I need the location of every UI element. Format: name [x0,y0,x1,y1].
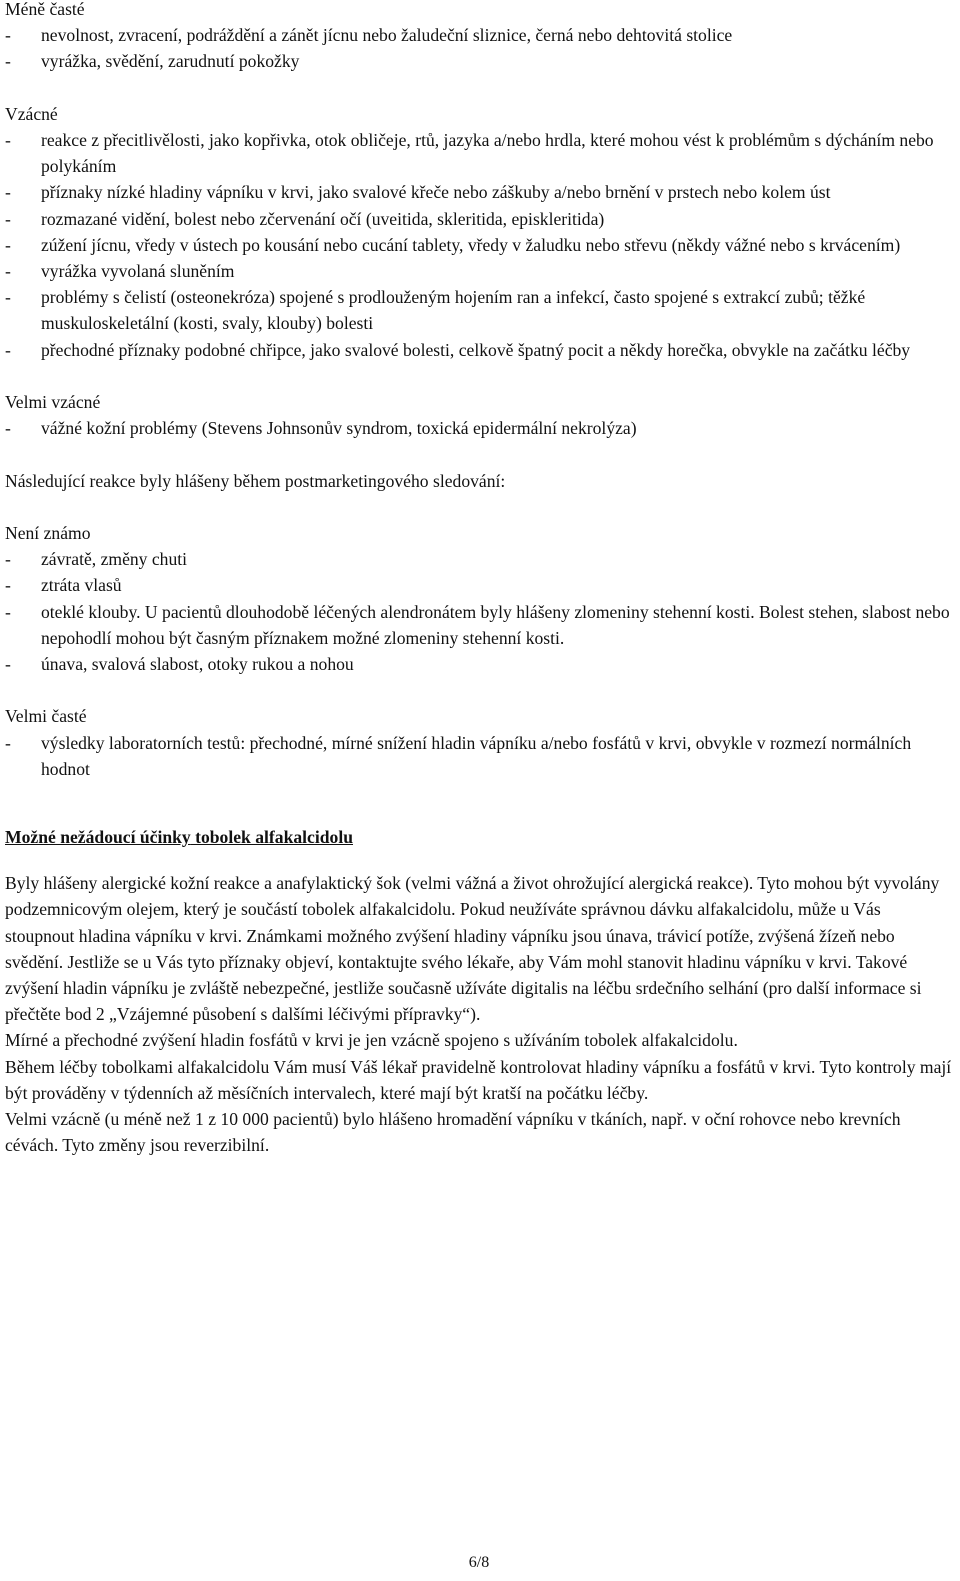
list-item: - nevolnost, zvracení, podráždění a zánět jícnu nebo žaludeční sliznice, černá nebo dehtovitá stolice [5,25,733,46]
postmarketing-text: Následující reakce byly hlášeny během postmarketingového sledování: [5,470,506,491]
item-list [5,127,953,363]
list-item: - ztráta vlasů [5,575,122,596]
list-item: - příznaky nízké hladiny vápníku v krvi, jako svalové křeče nebo záškuby a/nebo brnění v prstech nebo kolem úst [5,182,831,203]
document-page [5,0,953,1158]
list-item: - výsledky laboratorních testů: přechodné, mírné snížení hladin vápníku a/nebo fosfátů v krvi, obvykle v rozmezí normálních hodnot [5,732,912,779]
paragraph: Během léčby tobolkami alfakalcidolu Vám musí Váš lékař pravidelně kontrolovat hladiny vápníku a fosfátů v krvi. Tyto kontroly mají být prováděny v týdenních až měsíčních intervalech, které mají být kratší na počátku léčby. [5,1056,952,1103]
list-item: - vážné kožní problémy (Stevens Johnsonův syndrom, toxická epidermální nekrolýza) [5,418,637,439]
paragraph: Mírné a přechodné zvýšení hladin fosfátů v krvi je jen vzácně spojeno s užíváním tobolek alfakalcidolu. [5,1030,738,1051]
alfakalcidol-title: Možné nežádoucí účinky tobolek alfakalcidolu [5,827,353,848]
section-heading: Není známo [5,523,91,543]
list-item: - závratě, změny chuti [5,549,188,570]
list-item: - přechodné příznaky podobné chřipce, jako svalové bolesti, celkově špatný pocit a někdy horečka, obvykle na začátku léčby [5,339,911,360]
item-list [5,415,953,441]
item-list [5,730,953,782]
section-heading: Velmi časté [5,706,87,727]
list-item: - vyrážka vyvolaná sluněním [5,261,235,282]
item-list [5,546,953,677]
paragraph: Velmi vzácně (u méně než 1 z 10 000 pacientů) bylo hlášeno hromadění vápníku v tkáních, např. v oční rohovce nebo krevních cévách. Tyto změny jsou reverzibilní. [5,1109,901,1156]
section-mene-caste [5,0,953,75]
page-number: 6/8 [468,1554,490,1571]
section-vzacne [5,101,953,363]
section-heading: Méně časté [5,0,85,19]
section-velmi-vzacne [5,389,953,441]
list-item: - rozmazané vidění, bolest nebo zčervenání očí (uveitida, skleritida, episkleritida) [5,208,605,229]
section-neni-znamo [5,520,953,677]
page-footer [0,1550,960,1576]
list-item: - únava, svalová slabost, otoky rukou a nohou [5,654,354,675]
paragraph: Byly hlášeny alergické kožní reakce a anafylaktický šok (velmi vážná a život ohrožující alergická reakce). Tyto mohou být vyvolány podzemnicovým olejem, který je součástí tobolek alfakalcidolu. Pokud neužíváte správnou dávku alfakalcidolu, může u Vás stoupnout hladina vápníku v krvi. Známkami možného zvýšení hladiny vápníku jsou únava, trávicí potíže, zvýšená žízeň nebo svědění. Jestliže se u Vás tyto příznaky objeví, kontaktujte svého lékaře, aby Vám mohl stanovit hladinu vápníku v krvi. Takové zvýšení hladin vápníku je zvláště nebezpečné, jestliže současně užíváte digitalis na léčbu srdečního selhání (pro další informace si přečtěte bod 2 „Vzájemné působení s dalšími léčivými přípravky“). [5,873,940,1025]
list-item: - zúžení jícnu, vředy v ústech po kousání nebo cucání tablety, vředy v žaludku nebo střevu (někdy vážné nebo s krvácením) [5,234,901,255]
list-item: - oteklé klouby. U pacientů dlouhodobě léčených alendronátem byly hlášeny zlomeniny stehenní kosti. Bolest stehen, slabost nebo nepohodlí mohou být časným příznakem možné zlomeniny stehenní kosti. [5,601,950,648]
section-heading: Vzácné [5,103,58,124]
item-list [5,22,953,74]
list-item: - vyrážka, svědění, zarudnutí pokožky [5,51,300,72]
list-item: - reakce z přecitlivělosti, jako kopřivka, otok obličeje, rtů, jazyka a/nebo hrdla, které mohou vést k problémům s dýcháním nebo polykáním [5,130,934,177]
section-alfakalcidol [5,824,953,1158]
section-heading: Velmi vzácné [5,392,101,413]
section-velmi-caste [5,703,953,782]
list-item: - problémy s čelistí (osteonekróza) spojené s prodlouženým hojením ran a infekcí, často spojené s extrakcí zubů; těžké muskuloskeletální (kosti, svaly, klouby) bolesti [5,287,866,334]
